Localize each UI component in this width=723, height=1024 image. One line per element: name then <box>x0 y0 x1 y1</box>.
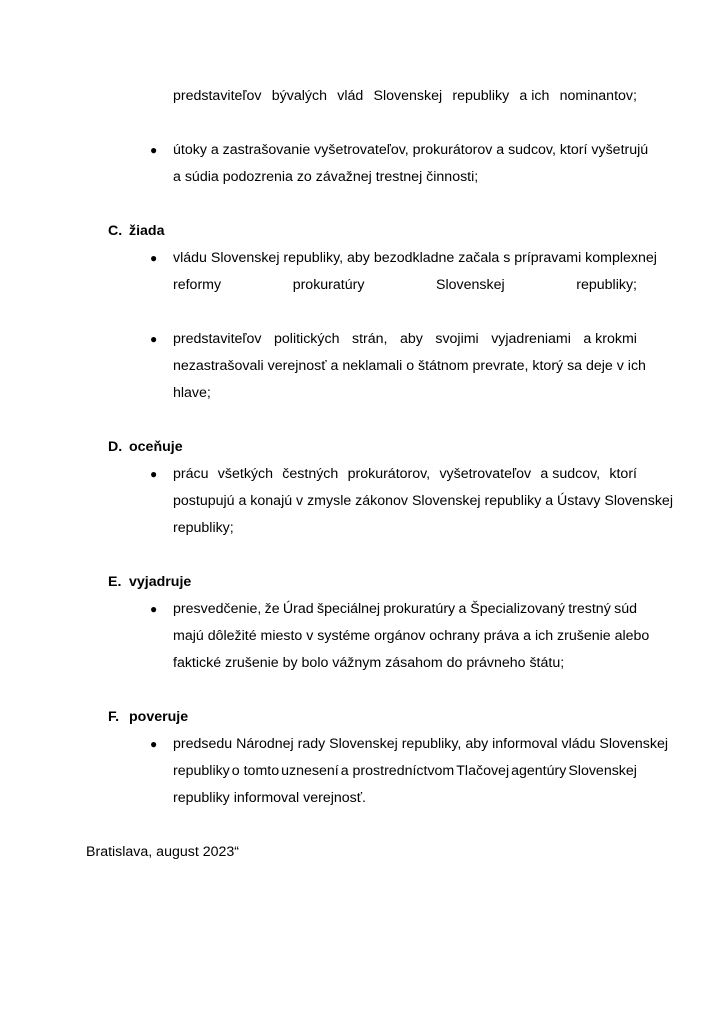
paragraph-line: a súdia podozrenia zo závažnej trestnej činnosti; <box>173 169 479 185</box>
section-letter: D. <box>108 439 123 455</box>
paragraph-line <box>173 330 637 348</box>
word: vyšetrovateľov <box>439 466 532 482</box>
word: všetkých <box>217 466 273 482</box>
word: Slovenskej <box>436 277 505 293</box>
word: a sudcov, <box>540 466 601 482</box>
section-title: vyjadruje <box>129 574 192 590</box>
word: že <box>264 601 280 617</box>
word: súd <box>614 601 637 617</box>
word: a krokmi <box>583 331 637 347</box>
paragraph-line <box>173 276 637 294</box>
paragraph-line: hlave; <box>173 385 211 401</box>
paragraph-line: postupujú a konajú v zmysle zákonov Slovenskej republiky a Ústavy Slovenskej <box>173 493 673 509</box>
bullet-point: ● <box>150 251 158 265</box>
paragraph-line: útoky a zastrašovanie vyšetrovateľov, prokurátorov a sudcov, ktorí vyšetrujú <box>173 142 649 158</box>
paragraph-line: faktické zrušenie by bolo vážnym zásahom do právneho štátu; <box>173 655 565 671</box>
word: Úrad <box>282 601 314 617</box>
word: reformy <box>173 277 222 293</box>
section-title: oceňuje <box>129 439 183 455</box>
word: bývalých <box>271 88 327 104</box>
section-heading-c <box>108 222 164 240</box>
word: trestný <box>568 601 611 617</box>
section-heading-d <box>108 438 183 456</box>
paragraph-line: nezastrašovali verejnosť a neklamali o štátnom prevrate, ktorý sa deje v ich <box>173 358 646 374</box>
paragraph-line <box>173 465 637 483</box>
word: predstaviteľov <box>173 88 262 104</box>
section-letter: E. <box>108 574 122 590</box>
word: Slovenskej <box>568 763 637 779</box>
word: republiky <box>452 88 510 104</box>
word: svojimi <box>435 331 479 347</box>
bullet-point: ● <box>150 332 158 346</box>
word: republiky; <box>576 277 637 293</box>
word: špeciálnej <box>316 601 381 617</box>
word: uznesení <box>281 763 339 779</box>
word: a Špecializovaný <box>458 601 565 617</box>
section-title: poveruje <box>129 709 189 725</box>
word: presvedčenie, <box>173 601 262 617</box>
word: vyjadreniami <box>491 331 571 347</box>
word: prokuratúry <box>292 277 365 293</box>
word: aby <box>399 331 423 347</box>
paragraph-line: republiky informoval verejnosť. <box>173 790 366 806</box>
word: o tomto <box>231 763 280 779</box>
section-heading-e <box>108 573 191 591</box>
word: nominantov; <box>559 88 637 104</box>
word: a prostredníctvom <box>340 763 455 779</box>
section-letter: C. <box>108 223 123 239</box>
closing-place-date: Bratislava, august 2023“ <box>86 844 240 860</box>
word: vlád <box>337 88 364 104</box>
word: predstaviteľov <box>173 331 262 347</box>
paragraph-line: predsedu Národnej rady Slovenskej republiky, aby informoval vládu Slovenskej <box>173 736 668 752</box>
word: politických <box>274 331 340 347</box>
bullet-point: ● <box>150 467 158 481</box>
word: Slovenskej <box>373 88 443 104</box>
word: prácu <box>173 466 209 482</box>
continuation-line <box>173 87 637 105</box>
paragraph-line <box>173 762 637 780</box>
word: čestných <box>282 466 339 482</box>
section-heading-f <box>108 708 188 726</box>
word: a ich <box>519 88 550 104</box>
bullet-point: ● <box>150 737 158 751</box>
bullet-point: ● <box>150 602 158 616</box>
word: republiky <box>173 763 230 779</box>
bullet-point: ● <box>150 143 158 157</box>
word: prokuratúry <box>383 601 456 617</box>
paragraph-line <box>173 600 637 618</box>
section-letter: F. <box>108 709 120 725</box>
word: Tlačovej <box>456 763 510 779</box>
word: prokurátorov, <box>347 466 431 482</box>
section-title: žiada <box>129 223 165 239</box>
paragraph-line: majú dôležité miesto v systéme orgánov ochrany práva a ich zrušenie alebo <box>173 628 650 644</box>
paragraph-line: republiky; <box>173 520 234 536</box>
paragraph-line: vládu Slovenskej republiky, aby bezodkladne začala s prípravami komplexnej <box>173 250 657 266</box>
word: agentúry <box>511 763 567 779</box>
word: ktorí <box>609 466 637 482</box>
word: strán, <box>351 331 388 347</box>
